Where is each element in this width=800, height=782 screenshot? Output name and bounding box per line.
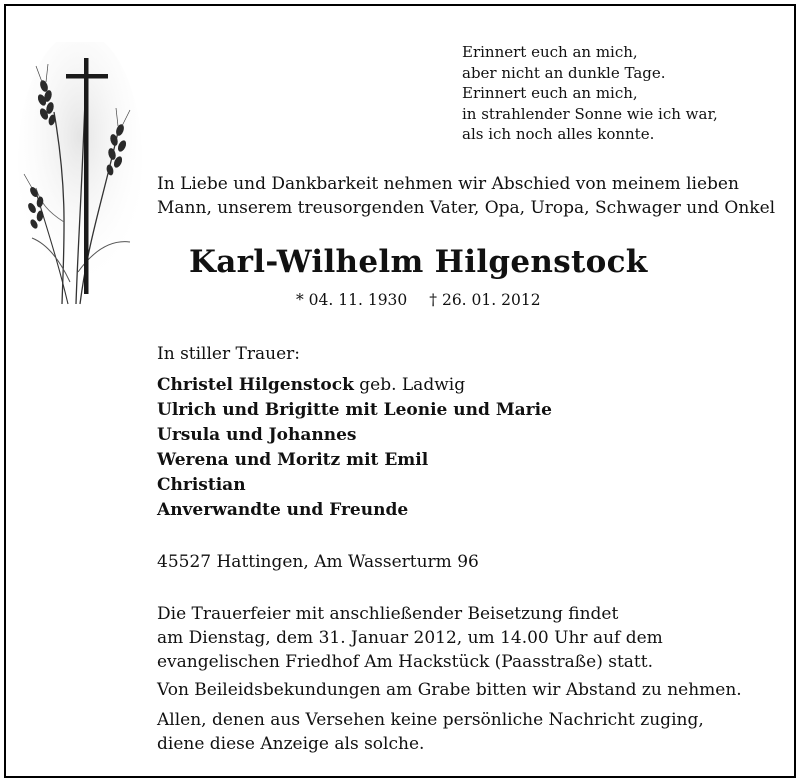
mourner-row: Anverwandte und Freunde xyxy=(157,500,409,520)
mourner-name: Christel Hilgenstock xyxy=(157,375,354,395)
mourners-heading: In stiller Trauer: xyxy=(157,344,300,364)
death-date: † 26. 01. 2012 xyxy=(429,291,541,309)
deceased-name: Karl-Wilhelm Hilgenstock xyxy=(189,244,648,280)
funeral-line: evangelischen Friedhof Am Hackstück (Paasstraße) statt. xyxy=(157,652,653,672)
memorial-poem xyxy=(462,42,718,145)
mourner-row: Werena und Moritz mit Emil xyxy=(157,450,429,470)
mourners-list xyxy=(157,373,552,523)
life-dates xyxy=(296,291,541,309)
mourner-row: Ulrich und Brigitte mit Leonie und Marie xyxy=(157,400,552,420)
family-address: 45527 Hattingen, Am Wasserturm 96 xyxy=(157,552,479,572)
poem-line: als ich noch alles konnte. xyxy=(462,125,655,143)
intro-line: Mann, unserem treusorgenden Vater, Opa, Uropa, Schwager und Onkel xyxy=(157,198,776,218)
closing-line: Allen, denen aus Versehen keine persönliche Nachricht zuging, xyxy=(157,710,704,730)
maiden-name: geb. Ladwig xyxy=(353,375,466,395)
cross-with-wheat-icon xyxy=(18,42,148,310)
poem-line: Erinnert euch an mich, xyxy=(462,84,638,102)
obituary-frame xyxy=(4,4,796,778)
closing-line: diene diese Anzeige als solche. xyxy=(157,734,425,754)
mourner-row xyxy=(157,373,552,398)
funeral-line: am Dienstag, dem 31. Januar 2012, um 14.00 Uhr auf dem xyxy=(157,628,663,648)
poem-line: Erinnert euch an mich, xyxy=(462,43,638,61)
poem-line: in strahlender Sonne wie ich war, xyxy=(462,104,718,123)
funeral-line: Die Trauerfeier mit anschließender Beisetzung findet xyxy=(157,604,619,624)
closing-notice xyxy=(157,708,704,756)
intro-line: In Liebe und Dankbarkeit nehmen wir Abschied von meinem lieben xyxy=(157,174,739,194)
mourner-row: Christian xyxy=(157,475,246,495)
birth-date: * 04. 11. 1930 xyxy=(296,291,408,309)
condolence-notice: Von Beileidsbekundungen am Grabe bitten wir Abstand zu nehmen. xyxy=(157,680,742,700)
farewell-intro xyxy=(157,172,775,220)
funeral-details xyxy=(157,602,663,674)
mourner-row: Ursula und Johannes xyxy=(157,425,357,445)
poem-line: aber nicht an dunkle Tage. xyxy=(462,63,666,82)
